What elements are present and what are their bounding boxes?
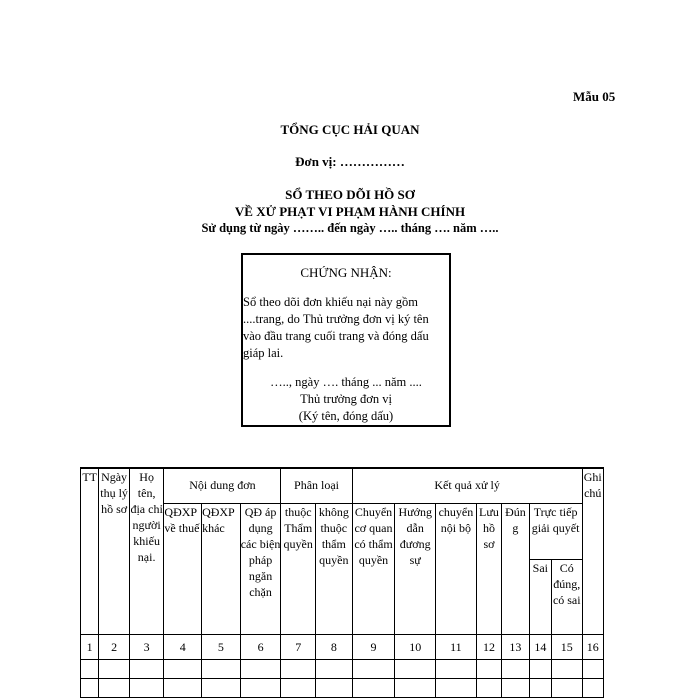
header-transfer-agency: Chuyển cơ quan có thẩm quyền — [352, 503, 395, 634]
column-number: 15 — [552, 634, 583, 659]
column-number: 14 — [529, 634, 551, 659]
header-not-authority: không thuộc thẩm quyền — [316, 503, 353, 634]
column-number: 12 — [476, 634, 501, 659]
certificate-body: Sổ theo dõi đơn khiếu nại này gồm ....trang, do Thủ trưởng đơn vị ký tên vào đầu trang cuối trang và đóng dấu giáp lai. — [243, 295, 429, 360]
table-row — [81, 678, 604, 697]
header-name-address: Họ tên, địa chỉ người khiếu nại. — [129, 468, 164, 634]
header-qdxp-tax: QĐXP về thuế — [164, 503, 202, 634]
column-number: 9 — [352, 634, 395, 659]
column-number: 2 — [99, 634, 130, 659]
column-number: 8 — [316, 634, 353, 659]
header-note: Ghi chú — [582, 468, 603, 634]
document-title-line2: VỀ XỬ PHẠT VI PHẠM HÀNH CHÍNH — [234, 204, 466, 219]
agency-name: TỔNG CỤC HẢI QUAN — [280, 122, 420, 137]
header-group-result: Kết quả xử lý — [352, 468, 582, 503]
header-group-content: Nội dung đơn — [164, 468, 281, 503]
column-number-row — [81, 634, 604, 659]
unit-line: Đơn vị: …………… — [295, 154, 405, 169]
column-number: 16 — [582, 634, 603, 659]
column-number: 4 — [164, 634, 202, 659]
column-number: 10 — [395, 634, 436, 659]
usage-period: Sử dụng từ ngày …….. đến ngày ….. tháng …. năm ….. — [201, 221, 499, 235]
header-qdxp-other: QĐXP khác — [202, 503, 241, 634]
certificate-box — [241, 253, 451, 427]
header-group-classify: Phân loại — [281, 468, 352, 503]
header-archive: Lưu hồ sơ — [476, 503, 501, 634]
column-number: 3 — [129, 634, 164, 659]
header-guide-party: Hướng dẫn đương sự — [395, 503, 436, 634]
certificate-title: CHỨNG NHẬN: — [300, 265, 392, 280]
column-number: 6 — [240, 634, 281, 659]
document-title-line1: SỔ THEO DÕI HỒ SƠ — [285, 187, 415, 202]
table-row — [81, 659, 604, 678]
header-wrong: Sai — [529, 559, 551, 634]
column-number: 1 — [81, 634, 99, 659]
certificate-signature — [243, 374, 449, 425]
header-transfer-internal: chuyển nội bộ — [436, 503, 477, 634]
header-in-authority: thuộc Thẩm quyền — [281, 503, 316, 634]
certificate-date-line: ….., ngày …. tháng ... năm .... — [270, 375, 422, 389]
form-number: Mẫu 05 — [573, 89, 616, 104]
column-number: 7 — [281, 634, 316, 659]
certificate-signer: Thủ trưởng đơn vị — [300, 392, 392, 406]
header-date: Ngày thụ lý hồ sơ — [99, 468, 130, 634]
header-partial: Có đúng, có sai — [552, 559, 583, 634]
certificate-sign-note: (Ký tên, đóng dấu) — [298, 409, 394, 423]
column-number: 13 — [502, 634, 529, 659]
header-direct-resolve: Trực tiếp giải quyết — [529, 503, 582, 559]
column-number: 11 — [436, 634, 477, 659]
header-qd-measures: QĐ áp dụng các biện pháp ngăn chặn — [240, 503, 281, 634]
records-table — [80, 467, 604, 698]
header-tt: TT — [81, 468, 99, 634]
header-correct: Đúng — [502, 503, 529, 634]
column-number: 5 — [202, 634, 241, 659]
